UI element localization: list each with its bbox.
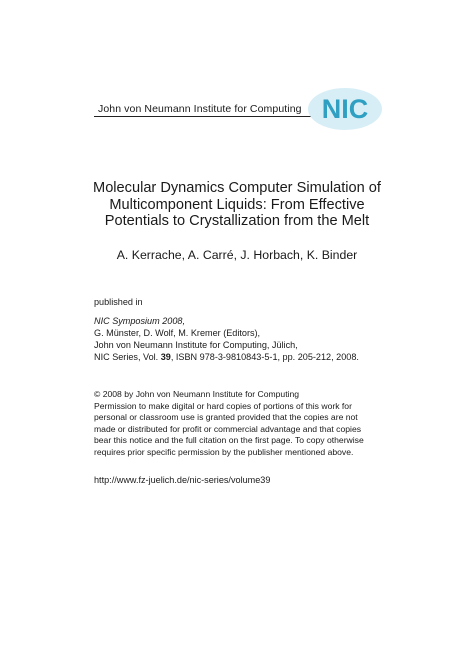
institute-name: John von Neumann Institute for Computing [98,103,302,115]
series-url[interactable]: http://www.fz-juelich.de/nic-series/volume39 [94,475,271,485]
title-line: Multicomponent Liquids: From Effective [109,196,365,213]
copyright-line: bear this notice and the full citation on the first page. To copy otherwise [94,435,364,446]
editors: G. Münster, D. Wolf, M. Kremer (Editors), [94,327,261,338]
copyright-line: Permission to make digital or hard copies of portions of this work for [94,400,352,411]
copyright-line: requires prior specific permission by the publisher mentioned above. [94,446,354,457]
nic-logo [306,86,384,132]
title-line: Potentials to Crystallization from the Melt [104,213,370,229]
series-suffix: , ISBN 978-3-9810843-5-1, pp. 205-212, 2008. [170,351,359,362]
published-in-label: published in [94,297,143,307]
symposium-name: NIC Symposium 2008, [94,316,185,326]
series-volume: 39 [160,351,171,362]
series-prefix: NIC Series, Vol. [94,351,161,362]
nic-logo-text: NIC [321,94,369,124]
copyright-line: made or distributed for profit or commercial advantage and that copies [94,423,362,434]
publisher: John von Neumann Institute for Computing, Jülich, [94,339,298,350]
paper-title [60,180,414,230]
copyright-notice [94,389,380,459]
copyright-line: personal or classroom use is granted provided that the copies are not [94,412,358,423]
publication-info [94,316,359,364]
title-line: Molecular Dynamics Computer Simulation of [93,180,381,196]
authors: A. Kerrache, A. Carré, J. Horbach, K. Binder [116,248,358,262]
series-info [94,352,359,364]
copyright-line: © 2008 by John von Neumann Institute for Computing [94,389,300,399]
